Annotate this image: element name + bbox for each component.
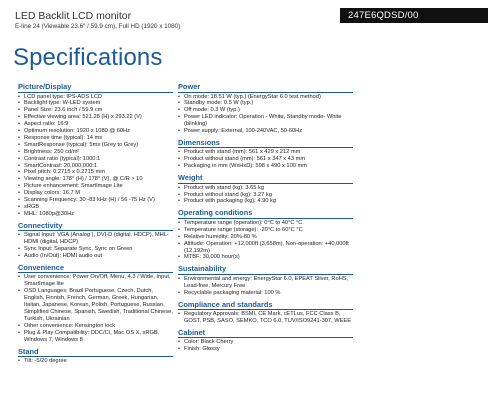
page-title: Specifications — [13, 44, 163, 71]
spec-list — [18, 232, 173, 260]
section-title: Operating conditions — [178, 208, 353, 219]
spec-item: • Packaging in mm (WxHxD): 598 x 490 x 100 mm — [178, 163, 353, 170]
section-title: Compliance and standards — [178, 300, 353, 311]
spec-item: • Off mode: 0.3 W (typ.) — [178, 107, 353, 114]
spec-item: • Product with packaging (kg): 4.90 kg — [178, 198, 353, 205]
spec-item: • Power LED indicator: Operation - White, Standby mode- White (blinking) — [178, 114, 353, 128]
spec-item: • Relative humidity: 20%-80 % — [178, 234, 353, 241]
spec-item: • Aspect ratio: 16:9 — [18, 121, 173, 128]
product-line-title: LED Backlit LCD monitor — [15, 10, 132, 22]
spec-item: • Response time (typical): 14 ms — [18, 135, 173, 142]
spec-list — [178, 185, 353, 206]
section-power — [178, 82, 353, 135]
spec-item: • Product with stand (kg): 3.65 kg — [178, 185, 353, 192]
spec-list — [178, 94, 353, 135]
spec-list — [178, 276, 353, 297]
section-title: Sustainability — [178, 264, 353, 275]
spec-item: • Backlight type: W-LED system — [18, 100, 173, 107]
spec-item: • Panel Size: 23.6 inch / 59.9 cm — [18, 107, 173, 114]
spec-item: • Pixel pitch: 0.2715 x 0.2715 mm — [18, 169, 173, 176]
section-title: Picture/Display — [18, 82, 173, 93]
spec-item: • Color: Black Cherry — [178, 339, 353, 346]
spec-item: • MHL: 1080p@30Hz — [18, 211, 173, 218]
section-operating-conditions — [178, 208, 353, 261]
section-connectivity — [18, 221, 173, 260]
spec-item: • MTBF: 30,000 hour(s) — [178, 254, 353, 261]
spec-item: • Audio (In/Out): HDMI audio out — [18, 253, 173, 260]
spec-item: • Temperature range (operation): 0°C to 40°C °C — [178, 220, 353, 227]
section-title: Convenience — [18, 263, 173, 274]
spec-item: • Contrast ratio (typical): 1000:1 — [18, 156, 173, 163]
spec-item: • Tilt: -5/20 degree — [18, 358, 173, 365]
spec-item: • Product without stand (kg): 3.27 kg — [178, 192, 353, 199]
spec-item: • LCD panel type: IPS-ADS LCD — [18, 94, 173, 101]
spec-item: • Picture enhancement: SmartImage Lite — [18, 183, 173, 190]
section-dimensions — [178, 138, 353, 170]
section-weight — [178, 173, 353, 205]
spec-list — [18, 274, 173, 343]
spec-item: • Plug & Play Compatibility: DDC/CI, Mac OS X, sRGB, Windows 7, Windows 8 — [18, 330, 173, 344]
spec-item: • Environmental and energy: EnergyStar 6.0, EPEAT Silver, RoHS, Lead-free, Mercury Free — [178, 276, 353, 290]
product-subtitle: E-line 24 (Viewable 23.6" / 59.9 cm), Full HD (1920 x 1080) — [15, 23, 181, 30]
section-title: Connectivity — [18, 221, 173, 232]
spec-item: • OSD Languages: Brazil Portuguese, Czech, Dutch, English, Finnish, French, German, Greek, Hungarian, Italian, Japanese, Korean, Polish, Portuguese, Russian, Simplified Chinese, Spanish, Swedish, Traditional Chinese, Turkish, Ukrainian — [18, 288, 173, 323]
spec-item: • sRGB — [18, 204, 173, 211]
spec-item: • Product with stand (mm): 561 x 429 x 212 mm — [178, 149, 353, 156]
spec-item: • Temperature range (storage): -20°C to 60°C °C — [178, 227, 353, 234]
spec-item: • User convenience: Power On/Off, Menu, 4.3 / Wide, Input, SmartImage lite — [18, 274, 173, 288]
left-column — [18, 82, 173, 368]
spec-item: • Signal Input: VGA (Analog ), DVI-D (digital, HDCP), MHL-HDMI (digital, HDCP) — [18, 232, 173, 246]
spec-item: • Sync Input: Separate Sync, Sync on Green — [18, 246, 173, 253]
spec-item: • Recyclable packaging material: 100 % — [178, 290, 353, 297]
spec-list — [178, 311, 353, 325]
model-badge: 247E6QDSD/00 — [340, 8, 488, 23]
spec-list — [18, 358, 173, 365]
spec-item: • Power supply: External, 100-240VAC, 50-60Hz — [178, 128, 353, 135]
section-title: Dimensions — [178, 138, 353, 149]
spec-item: • Viewing angle: 178° (H) / 178° (V), @ C/R > 10 — [18, 176, 173, 183]
spec-list — [178, 339, 353, 353]
spec-list — [18, 94, 173, 218]
section-convenience — [18, 263, 173, 344]
section-cabinet — [178, 328, 353, 353]
spec-item: • Scanning Frequency: 30 -83 kHz (H) / 56 -75 Hz (V) — [18, 197, 173, 204]
section-title: Cabinet — [178, 328, 353, 339]
spec-item: • Product without stand (mm): 561 x 347 x 43 mm — [178, 156, 353, 163]
spec-item: • SmartContrast: 20,000,000:1 — [18, 163, 173, 170]
spec-item: • SmartResponse (typical): 5ms (Grey to Grey) — [18, 142, 173, 149]
section-compliance-and-standards — [178, 300, 353, 325]
section-stand — [18, 347, 173, 365]
right-column — [178, 82, 353, 356]
spec-item: • Optimum resolution: 1920 x 1080 @ 60Hz — [18, 128, 173, 135]
section-title: Weight — [178, 173, 353, 184]
spec-item: • On mode: 18.51 W (typ.) (EnergyStar 6.0 test method) — [178, 94, 353, 101]
spec-item: • Other convenience: Kensington lock — [18, 323, 173, 330]
spec-item: • Altitude: Operation: +12,000ft (3,658m), Non-operation: +40,000ft (12,192m) — [178, 241, 353, 255]
spec-item: • Display colors: 16.7 M — [18, 190, 173, 197]
section-sustainability — [178, 264, 353, 296]
spec-item: • Finish: Glossy — [178, 346, 353, 353]
spec-item: • Standby mode: 0.5 W (typ.) — [178, 100, 353, 107]
spec-item: • Regulatory Approvals: BSMI, CE Mark, cETLus, FCC Class B, GOST, PSB, SASO, SEMKO, TCO 6.0, TUV/ISO9241-307, WEEE — [178, 311, 353, 325]
spec-item: • Effective viewing area: 521.28 (H) x 293.22 (V) — [18, 114, 173, 121]
section-picture-display — [18, 82, 173, 218]
section-title: Stand — [18, 347, 173, 358]
spec-list — [178, 149, 353, 170]
spec-list — [178, 220, 353, 261]
section-title: Power — [178, 82, 353, 93]
spec-item: • Brightness: 250 cd/m² — [18, 149, 173, 156]
